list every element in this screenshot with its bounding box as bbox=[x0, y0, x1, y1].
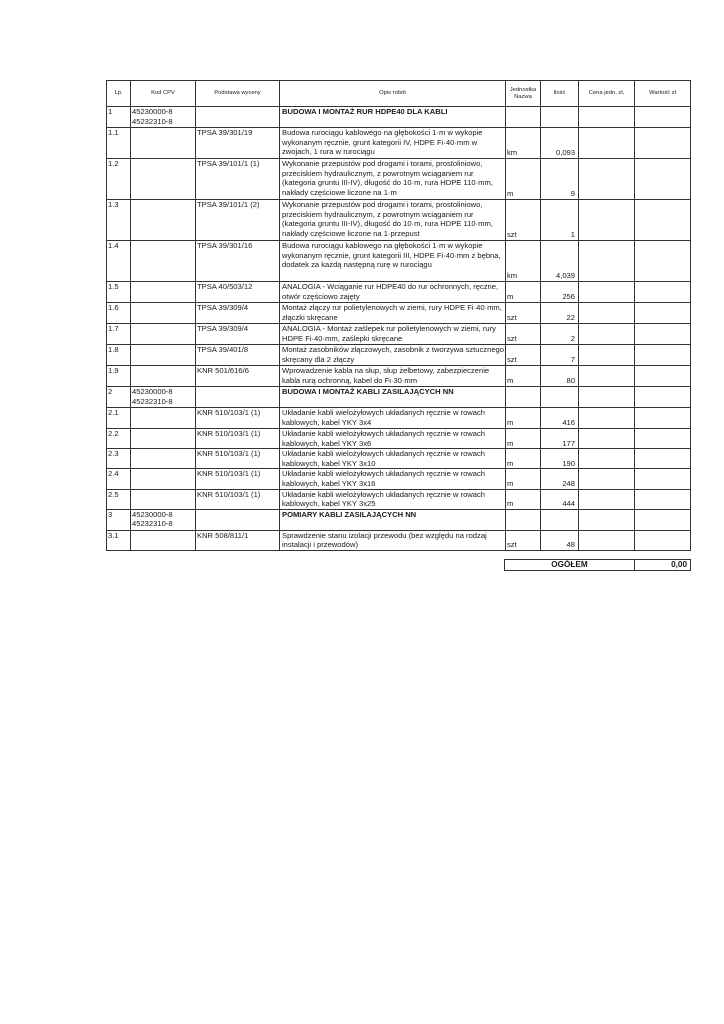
cell-unit-price bbox=[579, 429, 635, 449]
table-row bbox=[107, 429, 691, 449]
cell-cpv bbox=[131, 489, 196, 509]
cell-basis: TPSA 40/503/12 bbox=[196, 282, 280, 303]
cell-basis: TPSA 39/301/16 bbox=[196, 241, 280, 282]
totals-row bbox=[505, 560, 691, 571]
header-row bbox=[107, 81, 691, 107]
cell-basis bbox=[196, 107, 280, 128]
cell-description: Układanie kabli wielożyłowych układanych ręcznie w rowach kablowych, kabel YKY 3x16 bbox=[280, 469, 506, 489]
table-row bbox=[107, 324, 691, 345]
cell-description: Układanie kabli wielożyłowych układanych ręcznie w rowach kablowych, kabel YKY 3x4 bbox=[280, 408, 506, 429]
cell-unit: km bbox=[506, 241, 541, 282]
cell-cpv bbox=[131, 366, 196, 387]
table-row bbox=[107, 241, 691, 282]
cell-lp: 1.7 bbox=[107, 324, 131, 345]
cell-quantity: 416 bbox=[541, 408, 579, 429]
col-header-price: Cena jedn, zł, bbox=[579, 81, 635, 107]
cell-quantity: 444 bbox=[541, 489, 579, 509]
cell-quantity: 2 bbox=[541, 324, 579, 345]
section-row bbox=[107, 387, 691, 408]
cell-unit: m bbox=[506, 408, 541, 429]
cell-unit bbox=[506, 107, 541, 128]
cell-unit-price bbox=[579, 107, 635, 128]
cell-basis bbox=[196, 387, 280, 408]
table-row bbox=[107, 200, 691, 241]
cell-lp: 2 bbox=[107, 387, 131, 408]
cell-basis: KNR 510/103/1 (1) bbox=[196, 449, 280, 469]
cell-value bbox=[635, 200, 691, 241]
col-header-desc: Opis robót bbox=[280, 81, 506, 107]
cell-quantity: 1 bbox=[541, 200, 579, 241]
cell-value bbox=[635, 324, 691, 345]
cell-value bbox=[635, 366, 691, 387]
cell-unit-price bbox=[579, 366, 635, 387]
cell-basis: KNR 510/103/1 (1) bbox=[196, 469, 280, 489]
table-row bbox=[107, 489, 691, 509]
cell-unit-price bbox=[579, 128, 635, 159]
col-header-value: Wartość zł bbox=[635, 81, 691, 107]
col-header-lp: Lp. bbox=[107, 81, 131, 107]
cell-cpv bbox=[131, 159, 196, 200]
cell-cpv bbox=[131, 345, 196, 366]
cell-unit: m bbox=[506, 282, 541, 303]
cell-lp: 2.3 bbox=[107, 449, 131, 469]
cell-basis bbox=[196, 509, 280, 530]
col-header-cpv: Kod CPV bbox=[131, 81, 196, 107]
cell-cpv bbox=[131, 429, 196, 449]
cell-lp: 1.1 bbox=[107, 128, 131, 159]
cell-lp: 3 bbox=[107, 509, 131, 530]
col-header-qty: Ilość bbox=[541, 81, 579, 107]
cell-cpv bbox=[131, 128, 196, 159]
cell-lp: 1.4 bbox=[107, 241, 131, 282]
cell-unit-price bbox=[579, 469, 635, 489]
cell-lp: 2.2 bbox=[107, 429, 131, 449]
cell-quantity: 248 bbox=[541, 469, 579, 489]
cell-quantity: 190 bbox=[541, 449, 579, 469]
cell-unit: m bbox=[506, 449, 541, 469]
cell-lp: 3.1 bbox=[107, 530, 131, 550]
cell-unit-price bbox=[579, 303, 635, 324]
totals-table bbox=[504, 559, 691, 571]
total-value: 0,00 bbox=[635, 560, 691, 571]
cell-basis: TPSA 39/309/4 bbox=[196, 303, 280, 324]
cell-quantity: 9 bbox=[541, 159, 579, 200]
cell-unit-price bbox=[579, 489, 635, 509]
cell-lp: 2.1 bbox=[107, 408, 131, 429]
cell-value bbox=[635, 241, 691, 282]
cell-description: POMIARY KABLI ZASILAJĄCYCH NN bbox=[280, 509, 506, 530]
cell-value bbox=[635, 387, 691, 408]
cell-value bbox=[635, 489, 691, 509]
cell-lp: 1.3 bbox=[107, 200, 131, 241]
cell-unit-price bbox=[579, 282, 635, 303]
table-row bbox=[107, 469, 691, 489]
cell-unit-price bbox=[579, 509, 635, 530]
table-row bbox=[107, 408, 691, 429]
cell-quantity bbox=[541, 107, 579, 128]
col-header-unit: Jednostka Nazwa bbox=[506, 81, 541, 107]
cell-quantity: 177 bbox=[541, 429, 579, 449]
cell-unit bbox=[506, 387, 541, 408]
cell-description: BUDOWA I MONTAŻ RUR HDPE40 DLA KABLI bbox=[280, 107, 506, 128]
cell-unit-price bbox=[579, 449, 635, 469]
cell-unit: m bbox=[506, 469, 541, 489]
table-row bbox=[107, 303, 691, 324]
cell-unit: szt bbox=[506, 303, 541, 324]
cell-basis: TPSA 39/301/19 bbox=[196, 128, 280, 159]
cell-description: Sprawdzenie stanu izolacji przewodu (bez względu na rodzaj instalacji i przewodów) bbox=[280, 530, 506, 550]
cell-description: Wykonanie przepustów pod drogami i torami, prostoliniowo, przeciskiem hydraulicznym, z powrotnym wciąganiem rur (kategoria gruntu III-IV), długość do 10·m, rura HDPE 110·mm, nakłady częściowe liczone na 1·m bbox=[280, 159, 506, 200]
cell-description: Montaż zasobników złączowych, zasobnik z tworzywa sztucznego skręcany dla 2 złączy bbox=[280, 345, 506, 366]
cell-value bbox=[635, 345, 691, 366]
cell-basis: TPSA 39/101/1 (2) bbox=[196, 200, 280, 241]
cell-description: Wprowadzenie kabla na słup, słup żelbetowy, zabezpieczenie kabla rurą ochronną, kabel do Fi·30·mm bbox=[280, 366, 506, 387]
cell-value bbox=[635, 128, 691, 159]
cell-cpv bbox=[131, 449, 196, 469]
cell-lp: 2.5 bbox=[107, 489, 131, 509]
cell-quantity: 256 bbox=[541, 282, 579, 303]
cell-unit-price bbox=[579, 324, 635, 345]
table-row bbox=[107, 128, 691, 159]
cell-value bbox=[635, 449, 691, 469]
cell-unit bbox=[506, 509, 541, 530]
table-row bbox=[107, 282, 691, 303]
cell-description: Układanie kabli wielożyłowych układanych ręcznie w rowach kablowych, kabel YKY 3x10 bbox=[280, 449, 506, 469]
cell-cpv: 45230000-8 45232310-8 bbox=[131, 509, 196, 530]
table-row bbox=[107, 530, 691, 550]
cell-cpv bbox=[131, 408, 196, 429]
cell-cpv bbox=[131, 241, 196, 282]
cost-estimate-table bbox=[106, 80, 691, 551]
cell-unit: szt bbox=[506, 200, 541, 241]
cell-basis: TPSA 39/401/8 bbox=[196, 345, 280, 366]
cell-unit-price bbox=[579, 241, 635, 282]
cell-quantity bbox=[541, 509, 579, 530]
cell-lp: 1.9 bbox=[107, 366, 131, 387]
cell-unit-price bbox=[579, 200, 635, 241]
cell-lp: 2.4 bbox=[107, 469, 131, 489]
cell-unit-price bbox=[579, 408, 635, 429]
cell-cpv: 45230000-8 45232310-8 bbox=[131, 387, 196, 408]
col-header-basis: Podstawa wyceny bbox=[196, 81, 280, 107]
cell-value bbox=[635, 303, 691, 324]
cell-value bbox=[635, 107, 691, 128]
cell-unit-price bbox=[579, 345, 635, 366]
cell-cpv bbox=[131, 324, 196, 345]
cell-value bbox=[635, 282, 691, 303]
table-row bbox=[107, 159, 691, 200]
cell-quantity: 4,039 bbox=[541, 241, 579, 282]
cell-value bbox=[635, 429, 691, 449]
cell-basis: KNR 510/103/1 (1) bbox=[196, 489, 280, 509]
cell-value bbox=[635, 159, 691, 200]
cell-description: Budowa rurociągu kablowego na głębokości 1·m w wykopie wykonanym ręcznie, grunt kategorii III, HDPE Fi·40·mm z bębna, dodatek za każdą następną rurę w rurociągu bbox=[280, 241, 506, 282]
cell-cpv bbox=[131, 469, 196, 489]
section-row bbox=[107, 509, 691, 530]
cell-quantity bbox=[541, 387, 579, 408]
cell-value bbox=[635, 530, 691, 550]
cell-description: ANALOGIA - Wciąganie rur HDPE40 do rur ochronnych, ręczne, otwór częściowo zajęty bbox=[280, 282, 506, 303]
cell-quantity: 48 bbox=[541, 530, 579, 550]
cell-value bbox=[635, 469, 691, 489]
cell-unit-price bbox=[579, 159, 635, 200]
cell-cpv bbox=[131, 282, 196, 303]
cell-unit: km bbox=[506, 128, 541, 159]
cell-cpv bbox=[131, 303, 196, 324]
cell-description: Układanie kabli wielożyłowych układanych ręcznie w rowach kablowych, kabel YKY 3x6 bbox=[280, 429, 506, 449]
table-row bbox=[107, 449, 691, 469]
table-row bbox=[107, 345, 691, 366]
cell-cpv bbox=[131, 530, 196, 550]
cell-unit: m bbox=[506, 159, 541, 200]
cell-unit-price bbox=[579, 387, 635, 408]
cell-lp: 1.5 bbox=[107, 282, 131, 303]
cell-unit-price bbox=[579, 530, 635, 550]
cell-lp: 1.6 bbox=[107, 303, 131, 324]
cell-basis: TPSA 39/101/1 (1) bbox=[196, 159, 280, 200]
cell-quantity: 7 bbox=[541, 345, 579, 366]
cell-unit: m bbox=[506, 489, 541, 509]
cell-unit: szt bbox=[506, 530, 541, 550]
cell-description: Układanie kabli wielożyłowych układanych ręcznie w rowach kablowych, kabel YKY 3x25 bbox=[280, 489, 506, 509]
cell-lp: 1 bbox=[107, 107, 131, 128]
cell-lp: 1.2 bbox=[107, 159, 131, 200]
cell-description: ANALOGIA - Montaż zaślepek rur polietylenowych w ziemi, rury HDPE Fi·40·mm, zaślepki skręcane bbox=[280, 324, 506, 345]
cell-value bbox=[635, 509, 691, 530]
cell-lp: 1.8 bbox=[107, 345, 131, 366]
total-label: OGÓŁEM bbox=[505, 560, 635, 571]
cell-value bbox=[635, 408, 691, 429]
cell-quantity: 80 bbox=[541, 366, 579, 387]
cell-unit: m bbox=[506, 429, 541, 449]
cell-basis: TPSA 39/309/4 bbox=[196, 324, 280, 345]
cell-quantity: 22 bbox=[541, 303, 579, 324]
cell-description: Wykonanie przepustów pod drogami i torami, prostoliniowo, przeciskiem hydraulicznym, z powrotnym wciąganiem rur (kategoria gruntu III-IV), długość do 10·m, rura HDPE 110·mm, nakłady częściowe liczone na 1·przepust bbox=[280, 200, 506, 241]
cell-basis: KNR 510/103/1 (1) bbox=[196, 408, 280, 429]
cell-quantity: 0,093 bbox=[541, 128, 579, 159]
cell-description: Budowa rurociągu kablowego na głębokości 1·m w wykopie wykonanym ręcznie, grunt kategorii IV, HDPE Fi·40·mm w zwojach, 1 rura w rurociągu bbox=[280, 128, 506, 159]
section-row bbox=[107, 107, 691, 128]
cell-basis: KNR 501/616/6 bbox=[196, 366, 280, 387]
cell-unit: szt bbox=[506, 345, 541, 366]
cell-cpv bbox=[131, 200, 196, 241]
cell-cpv: 45230000-8 45232310-8 bbox=[131, 107, 196, 128]
cell-basis: KNR 510/103/1 (1) bbox=[196, 429, 280, 449]
cell-unit: szt bbox=[506, 324, 541, 345]
table-row bbox=[107, 366, 691, 387]
cell-description: Montaż złączy rur polietylenowych w ziemi, rury HDPE Fi·40·mm, złączki skręcane bbox=[280, 303, 506, 324]
cell-basis: KNR 508/811/1 bbox=[196, 530, 280, 550]
cell-description: BUDOWA I MONTAŻ KABLI ZASILAJĄCYCH NN bbox=[280, 387, 506, 408]
cell-unit: m bbox=[506, 366, 541, 387]
